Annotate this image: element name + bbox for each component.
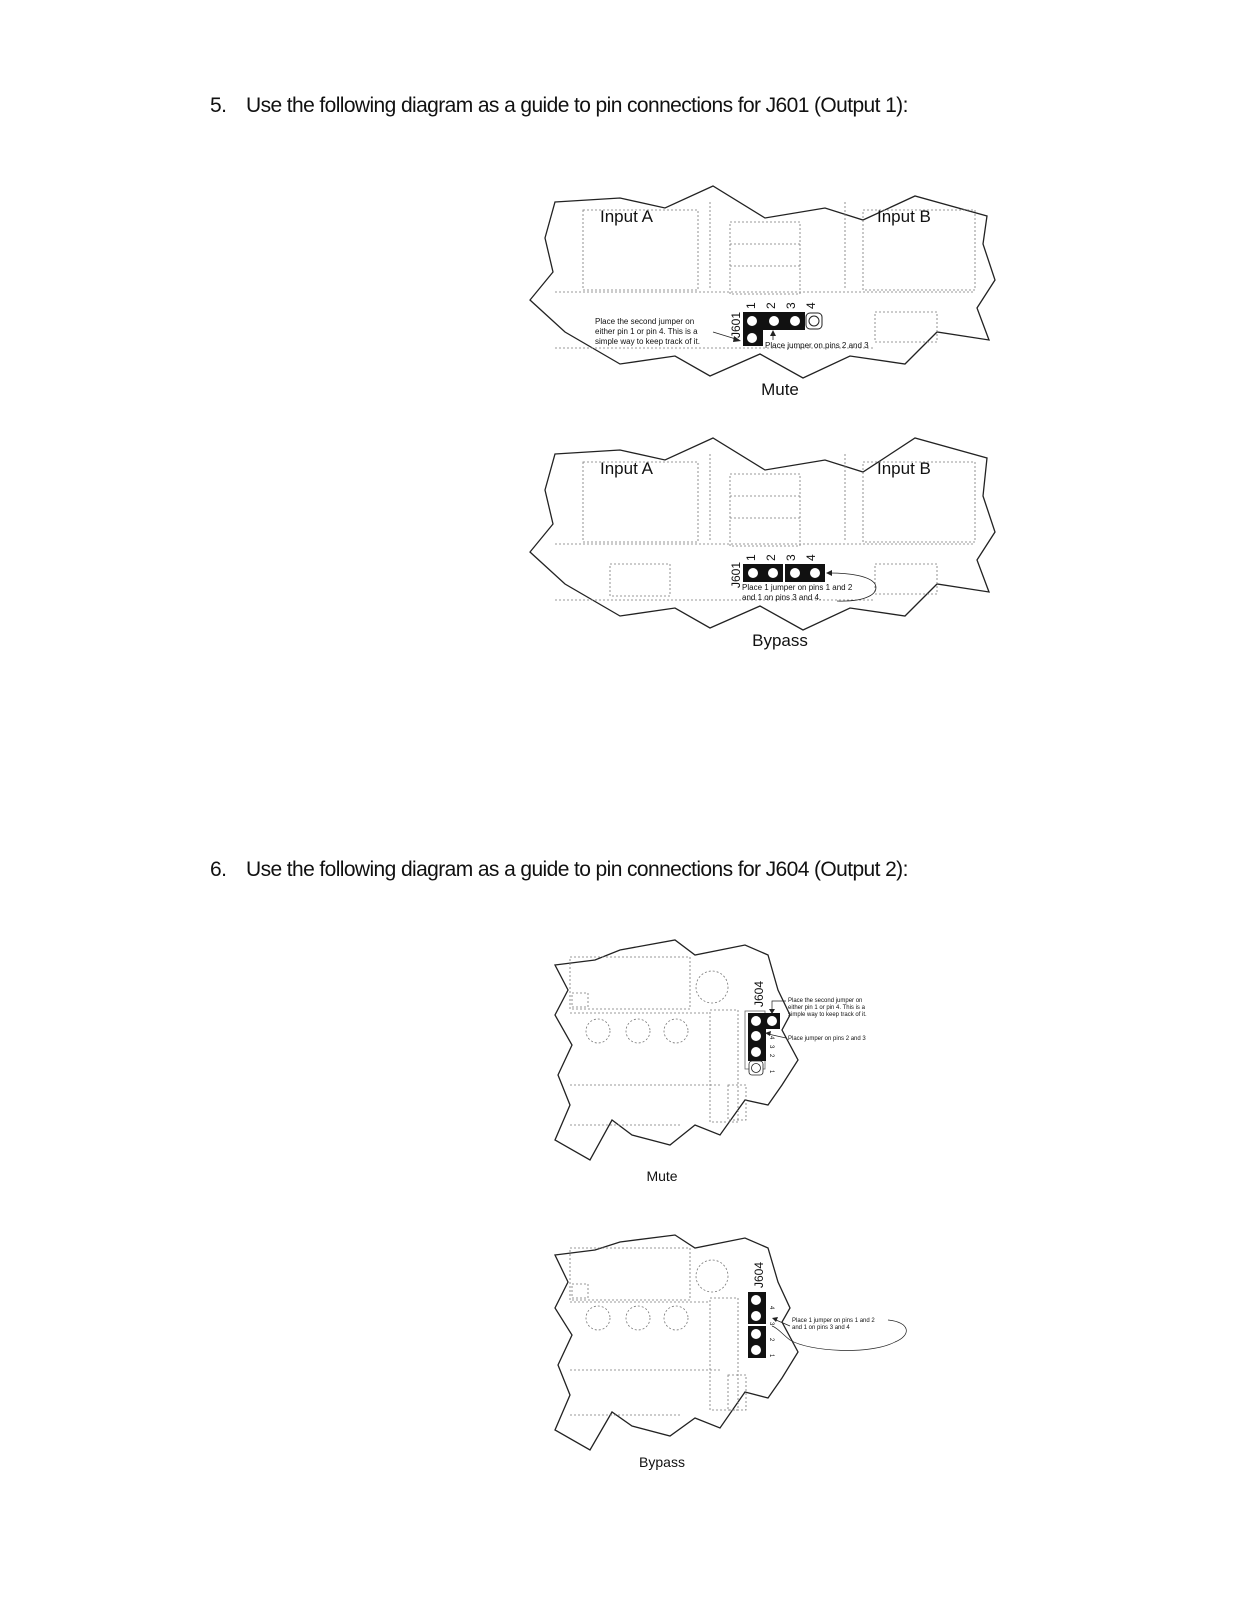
note-second-jumper-line1: Place the second jumper on: [788, 998, 863, 1004]
note-jumper-pins-2-3: Place jumper on pins 2 and 3: [788, 1036, 866, 1042]
note-bypass-line1: Place 1 jumper on pins 1 and 2: [742, 583, 853, 592]
step-text: Use the following diagram as a guide to pin connections for J601 (Output 1):: [246, 94, 908, 117]
pin-label-3: 3: [768, 1045, 774, 1049]
j604-mute-diagram: [550, 935, 900, 1175]
pin-3: [751, 1031, 761, 1041]
pin-label-3: 3: [784, 302, 798, 309]
pin-2: [769, 316, 779, 326]
pin-4-spare: [767, 1016, 777, 1026]
j604-header-label: J604: [752, 1261, 766, 1288]
j604-bypass-diagram: [550, 1230, 920, 1455]
pin-4: [810, 568, 820, 578]
pin-4: [751, 1016, 761, 1026]
j601-mute-caption: Mute: [761, 380, 799, 399]
pin-3: [751, 1311, 761, 1321]
input-a-label: Input A: [600, 459, 653, 478]
note-second-jumper-line1: Place the second jumper on: [595, 317, 695, 326]
pin-label-1: 1: [768, 1354, 774, 1358]
step-6-heading: [210, 858, 908, 882]
pin-label-3: 3: [768, 1322, 774, 1326]
pin-label-4: 4: [804, 554, 818, 561]
note-second-jumper-line3: simple way to keep track of it.: [788, 1012, 867, 1018]
pin-4: [751, 1295, 761, 1305]
step-number: 6.: [210, 858, 227, 881]
j601-header-label: J601: [729, 311, 743, 338]
pin-1: [752, 1064, 761, 1073]
note-jumper-pins-2-3: Place jumper on pins 2 and 3: [765, 341, 869, 350]
pin-label-2: 2: [764, 302, 778, 309]
note-bypass-line2: and 1 on pins 3 and 4.: [742, 593, 822, 602]
j601-bypass-diagram: [525, 432, 1005, 632]
pin-2: [751, 1047, 761, 1057]
j604-mute-caption: Mute: [646, 1168, 678, 1184]
pin-label-1: 1: [768, 1070, 774, 1074]
pin-3: [790, 316, 800, 326]
pin-label-3: 3: [784, 554, 798, 561]
pin-1-spare: [747, 333, 757, 343]
j601-mute-diagram: [525, 180, 1005, 380]
pin-label-4: 4: [768, 1036, 774, 1040]
j604-header-label: J604: [752, 980, 766, 1007]
board-outline-j601-mute: [525, 180, 1005, 380]
pin-3: [790, 568, 800, 578]
board-outline-j604-mute: [550, 935, 900, 1175]
step-text: Use the following diagram as a guide to pin connections for J604 (Output 2):: [246, 858, 908, 881]
pin-1: [751, 1345, 761, 1355]
pin-label-2: 2: [768, 1338, 774, 1342]
pin-label-2: 2: [768, 1054, 774, 1058]
note-bypass-line1: Place 1 jumper on pins 1 and 2: [792, 1318, 875, 1324]
pin-4: [809, 316, 819, 326]
pin-2: [768, 568, 778, 578]
j601-header-label: J601: [729, 561, 743, 588]
note-second-jumper-line3: simple way to keep track of it.: [595, 337, 700, 346]
step-5-heading: [210, 94, 908, 118]
note-second-jumper-line2: either pin 1 or pin 4. This is a: [595, 327, 698, 336]
pin-label-4: 4: [804, 302, 818, 309]
board-outline-j604-bypass: [550, 1230, 920, 1455]
j604-bypass-caption: Bypass: [639, 1454, 685, 1470]
j601-bypass-caption: Bypass: [752, 631, 808, 650]
pin-label-4: 4: [768, 1306, 774, 1310]
input-b-label: Input B: [877, 207, 931, 226]
board-outline-j601-bypass: [525, 432, 1005, 632]
note-second-jumper-line2: either pin 1 or pin 4. This is a: [788, 1005, 865, 1011]
note-bypass-line2: and 1 on pins 3 and 4: [792, 1325, 850, 1331]
input-b-label: Input B: [877, 459, 931, 478]
step-number: 5.: [210, 94, 227, 117]
pin-2: [751, 1329, 761, 1339]
pin-label-1: 1: [744, 554, 758, 561]
pin-1: [747, 316, 757, 326]
pin-1: [748, 568, 758, 578]
pin-label-2: 2: [764, 554, 778, 561]
pin-label-1: 1: [744, 302, 758, 309]
input-a-label: Input A: [600, 207, 653, 226]
